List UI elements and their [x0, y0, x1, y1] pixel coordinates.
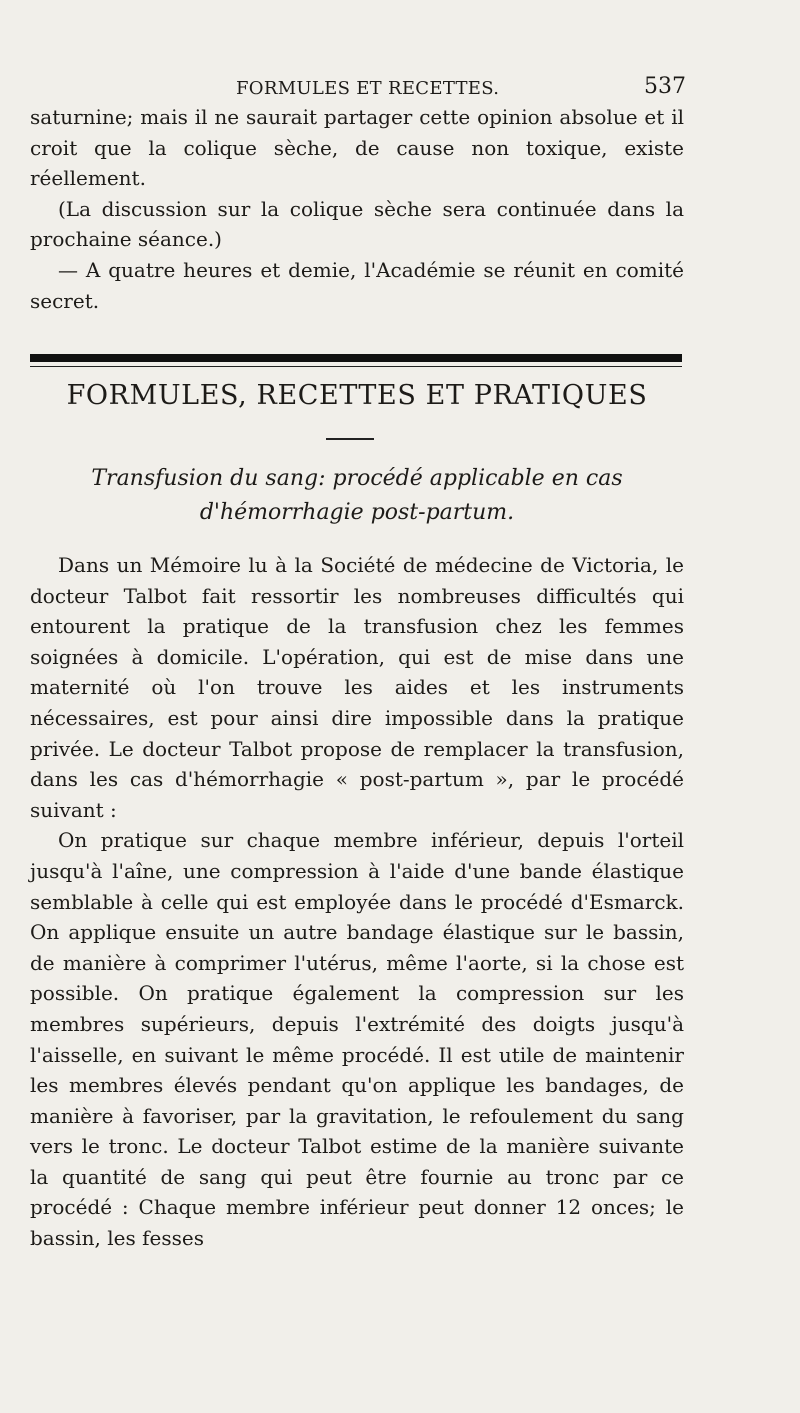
article-title-line-2: d'hémorrhagie post-partum.	[199, 500, 515, 525]
article-paragraph: On pratique sur chaque membre inférieur, depuis l'orteil jusqu'à l'aîne, une compression à l'aide d'une bande élastique semblable à celle qui est employée dans le procédé d'Esmarck. On applique ensuite un autre bandage élastique sur le bassin, de manière à comprimer l'utérus, même l'aorte, si la chose est possible. On pratique également la compression sur les membres supérieurs, depuis l'extrémité des doigts jusqu'à l'aisselle, en suivant le même procédé. Il est utile de maintenir les membres élevés pendant qu'on applique les bandages, de manière à favoriser, par la gravitation, le refoulement du sang vers le tronc. Le docteur Talbot estime de la manière suivante la quantité de sang qui peut être fournie au tronc par ce procédé : Chaque membre inférieur peut donner 12 onces; le bassin, les fesses	[30, 828, 684, 1251]
article-title-line-1: Transfusion du sang: procédé applicable en cas	[91, 466, 623, 491]
page-header	[30, 74, 686, 104]
intro-text	[30, 102, 684, 316]
article-title	[30, 462, 684, 530]
title-separator	[326, 438, 374, 440]
section-divider-thin	[30, 366, 682, 367]
section-divider-thick	[30, 354, 682, 362]
intro-paragraph: — A quatre heures et demie, l'Académie se réunit en comité secret.	[30, 257, 684, 313]
intro-paragraph: saturnine; mais il ne saurait partager cette opinion absolue et il croit que la colique sèche, de cause non toxique, existe réellement.	[30, 105, 684, 191]
running-head: FORMULES ET RECETTES.	[236, 78, 500, 99]
page-number: 537	[644, 74, 686, 99]
intro-paragraph: (La discussion sur la colique sèche sera continuée dans la prochaine séance.)	[30, 196, 684, 252]
article-paragraph: Dans un Mémoire lu à la Société de médecine de Victoria, le docteur Talbot fait ressortir les nombreuses difficultés qui entourent la pratique de la transfusion chez les femmes soignées à domicile. L'opération, qui est de mise dans une maternité où l'on trouve les aides et les instruments nécessaires, est pour ainsi dire impossible dans la pratique privée. Le docteur Talbot propose de remplacer la transfusion, dans les cas d'hémorrhagie « post-partum », par le procédé suivant :	[30, 553, 684, 822]
section-title: FORMULES, RECETTES ET PRATIQUES	[66, 380, 648, 411]
article-body	[30, 550, 684, 1254]
